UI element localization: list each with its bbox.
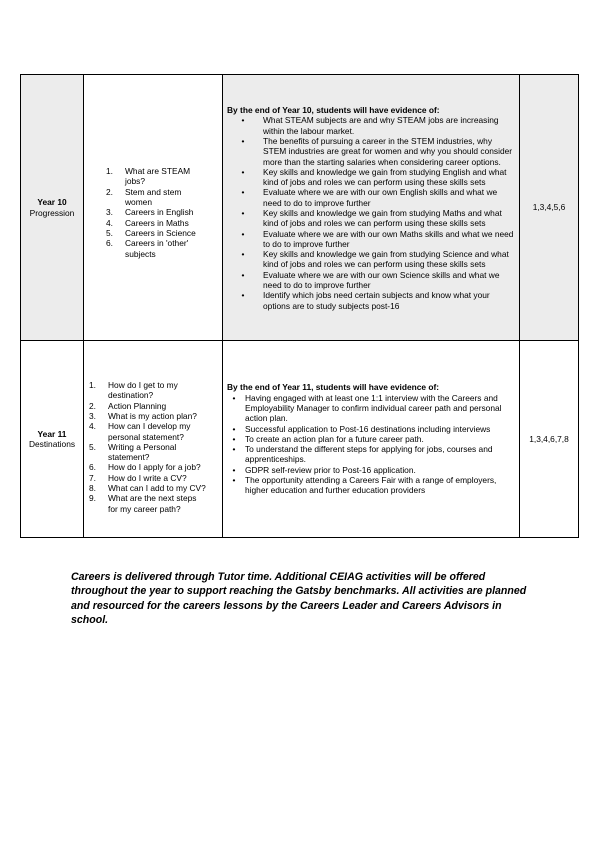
topic-number: 6. [89, 462, 96, 473]
topic-number: 2. [89, 400, 96, 411]
evidence-text: Successful application to Post-16 destinations including interviews [245, 423, 491, 434]
list-item [89, 493, 222, 514]
evidence-cell [223, 341, 520, 538]
list-item [223, 393, 519, 424]
topic-number: 5. [89, 441, 96, 452]
bullet-icon: • [241, 249, 245, 260]
topic-number: 6. [106, 238, 113, 249]
year-cell [21, 75, 84, 341]
list-item [223, 249, 519, 270]
topic-text: How do I get to my destination? [108, 380, 178, 401]
evidence-text: What STEAM subjects are and why STEAM jobs are increasing within the labour market. [263, 115, 499, 136]
list-item [89, 462, 222, 472]
topic-number: 4. [106, 217, 113, 228]
list-item [223, 434, 519, 444]
list-item [89, 411, 222, 421]
benchmarks-cell: 1,3,4,6,7,8 [520, 341, 579, 538]
list-item [223, 229, 519, 250]
year-theme: Destinations [28, 439, 76, 449]
list-item [223, 465, 519, 475]
topic-number: 4. [89, 421, 96, 432]
year-title: Year 10 [37, 197, 67, 208]
careers-plan-table [20, 74, 579, 538]
topic-number: 8. [89, 483, 96, 494]
evidence-text: To understand the different steps for applying for jobs, courses and apprenticeships. [245, 444, 493, 465]
evidence-text: Key skills and knowledge we gain from studying Maths and what kind of jobs and roles we can perform using these skills sets [263, 208, 502, 229]
bullet-icon: • [241, 290, 245, 301]
bullet-icon: • [241, 208, 245, 218]
topic-text: Careers in English [125, 207, 194, 218]
list-item [223, 136, 519, 167]
topic-text: How do I write a CV? [108, 472, 187, 483]
list-item [223, 444, 519, 465]
bullet-icon: • [232, 475, 236, 486]
evidence-text: Key skills and knowledge we gain from studying Science and what kind of jobs and roles we can perform using these skills sets [263, 249, 509, 270]
bullet-icon: • [241, 115, 245, 126]
evidence-text: Evaluate where we are with our own Science skills and what we need to do to improve further [263, 269, 500, 291]
topic-number: 2. [106, 186, 113, 197]
evidence-heading: By the end of Year 10, students will have evidence of: [227, 105, 440, 116]
topic-text: How can I develop my personal statement? [108, 421, 191, 442]
table-row [21, 75, 579, 341]
topic-list [84, 364, 222, 514]
bullet-icon: • [232, 423, 236, 434]
topic-number: 7. [89, 472, 96, 483]
evidence-text: Having engaged with at least one 1:1 interview with the Careers and Employability Manager to confirm individual career path and personal action plan. [245, 392, 502, 424]
evidence-text: Identify which jobs need certain subjects and know what your options are to study subjects post-16 [263, 290, 490, 311]
topic-list [84, 156, 222, 259]
bullet-icon: • [232, 392, 236, 403]
topic-text: What are the next steps for my career path? [108, 493, 197, 514]
bullet-icon: • [241, 269, 245, 280]
evidence-text: To create an action plan for a future career path. [245, 433, 424, 444]
bullet-icon: • [241, 187, 245, 198]
year-theme: Progression [29, 207, 75, 218]
topic-text: Writing a Personal statement? [108, 441, 177, 463]
topic-text: What are STEAM jobs? [125, 166, 191, 187]
evidence-text: Evaluate where we are with our own Maths skills and what we need to do to improve further [263, 228, 514, 249]
topic-text: Careers in Science [125, 227, 196, 238]
bullet-icon: • [232, 433, 236, 444]
list-item [89, 421, 222, 442]
list-item [223, 270, 519, 291]
topic-number: 9. [89, 493, 96, 504]
list-item [223, 208, 519, 229]
list-item [89, 401, 222, 411]
topic-text: What can I add to my CV? [108, 483, 206, 494]
list-item [223, 290, 519, 311]
list-item [106, 207, 222, 217]
year-title: Year 11 [37, 428, 67, 439]
list-item [223, 167, 519, 188]
list-item [106, 218, 222, 228]
benchmarks-cell: 1,3,4,5,6 [520, 75, 579, 341]
bullet-icon: • [241, 166, 245, 177]
evidence-text: The benefits of pursuing a career in the STEM industries, why STEM industries are great for women and why you should consider more than the starting salaries when considering career options. [263, 135, 513, 167]
careers-delivery-note: Careers is delivered through Tutor time. Additional CEIAG activities will be offered throughout the year to support reaching the Gatsby benchmarks. All activities are planned and resourced for the careers lessons by the Careers Leader and Careers Advisors in school. [71, 570, 527, 627]
evidence-text: GDPR self-review prior to Post-16 application. [245, 464, 416, 475]
topic-number: 5. [106, 227, 113, 238]
topic-text: Careers in 'other' subjects [125, 238, 189, 259]
evidence-list [223, 115, 519, 311]
topic-text: What is my action plan? [108, 410, 197, 421]
list-item [89, 442, 222, 463]
evidence-cell [223, 75, 520, 341]
list-item [106, 187, 222, 208]
evidence-text: Key skills and knowledge we gain from studying English and what kind of jobs and roles we can perform using these skills sets [263, 166, 507, 188]
list-item [89, 473, 222, 483]
list-item [223, 475, 519, 496]
table-row [21, 341, 579, 538]
topic-number: 3. [89, 410, 96, 421]
topic-text: Action Planning [108, 400, 167, 411]
list-item [89, 380, 222, 401]
list-item [223, 187, 519, 208]
evidence-text: The opportunity attending a Careers Fair with a range of employers, higher education and further education providers [245, 475, 497, 496]
topics-cell [84, 75, 223, 341]
topic-text: Careers in Maths [125, 217, 189, 228]
topics-cell [84, 341, 223, 538]
topic-text: Stem and stem women [125, 186, 182, 208]
list-item [223, 424, 519, 434]
bullet-icon: • [241, 135, 245, 146]
list-item [223, 115, 519, 136]
evidence-list [223, 393, 519, 496]
topic-text: How do I apply for a job? [108, 462, 201, 473]
bullet-icon: • [241, 228, 245, 239]
bullet-icon: • [232, 444, 236, 455]
topic-number: 1. [106, 166, 113, 177]
bullet-icon: • [232, 464, 236, 475]
list-item [106, 166, 222, 187]
topic-number: 3. [106, 207, 113, 218]
topic-number: 1. [89, 380, 96, 391]
year-cell [21, 341, 84, 538]
list-item [89, 483, 222, 493]
evidence-text: Evaluate where we are with our own English skills and what we need to do to improve further [263, 187, 498, 208]
list-item [106, 238, 222, 259]
evidence-heading: By the end of Year 11, students will have evidence of: [227, 382, 440, 393]
list-item [106, 228, 222, 238]
